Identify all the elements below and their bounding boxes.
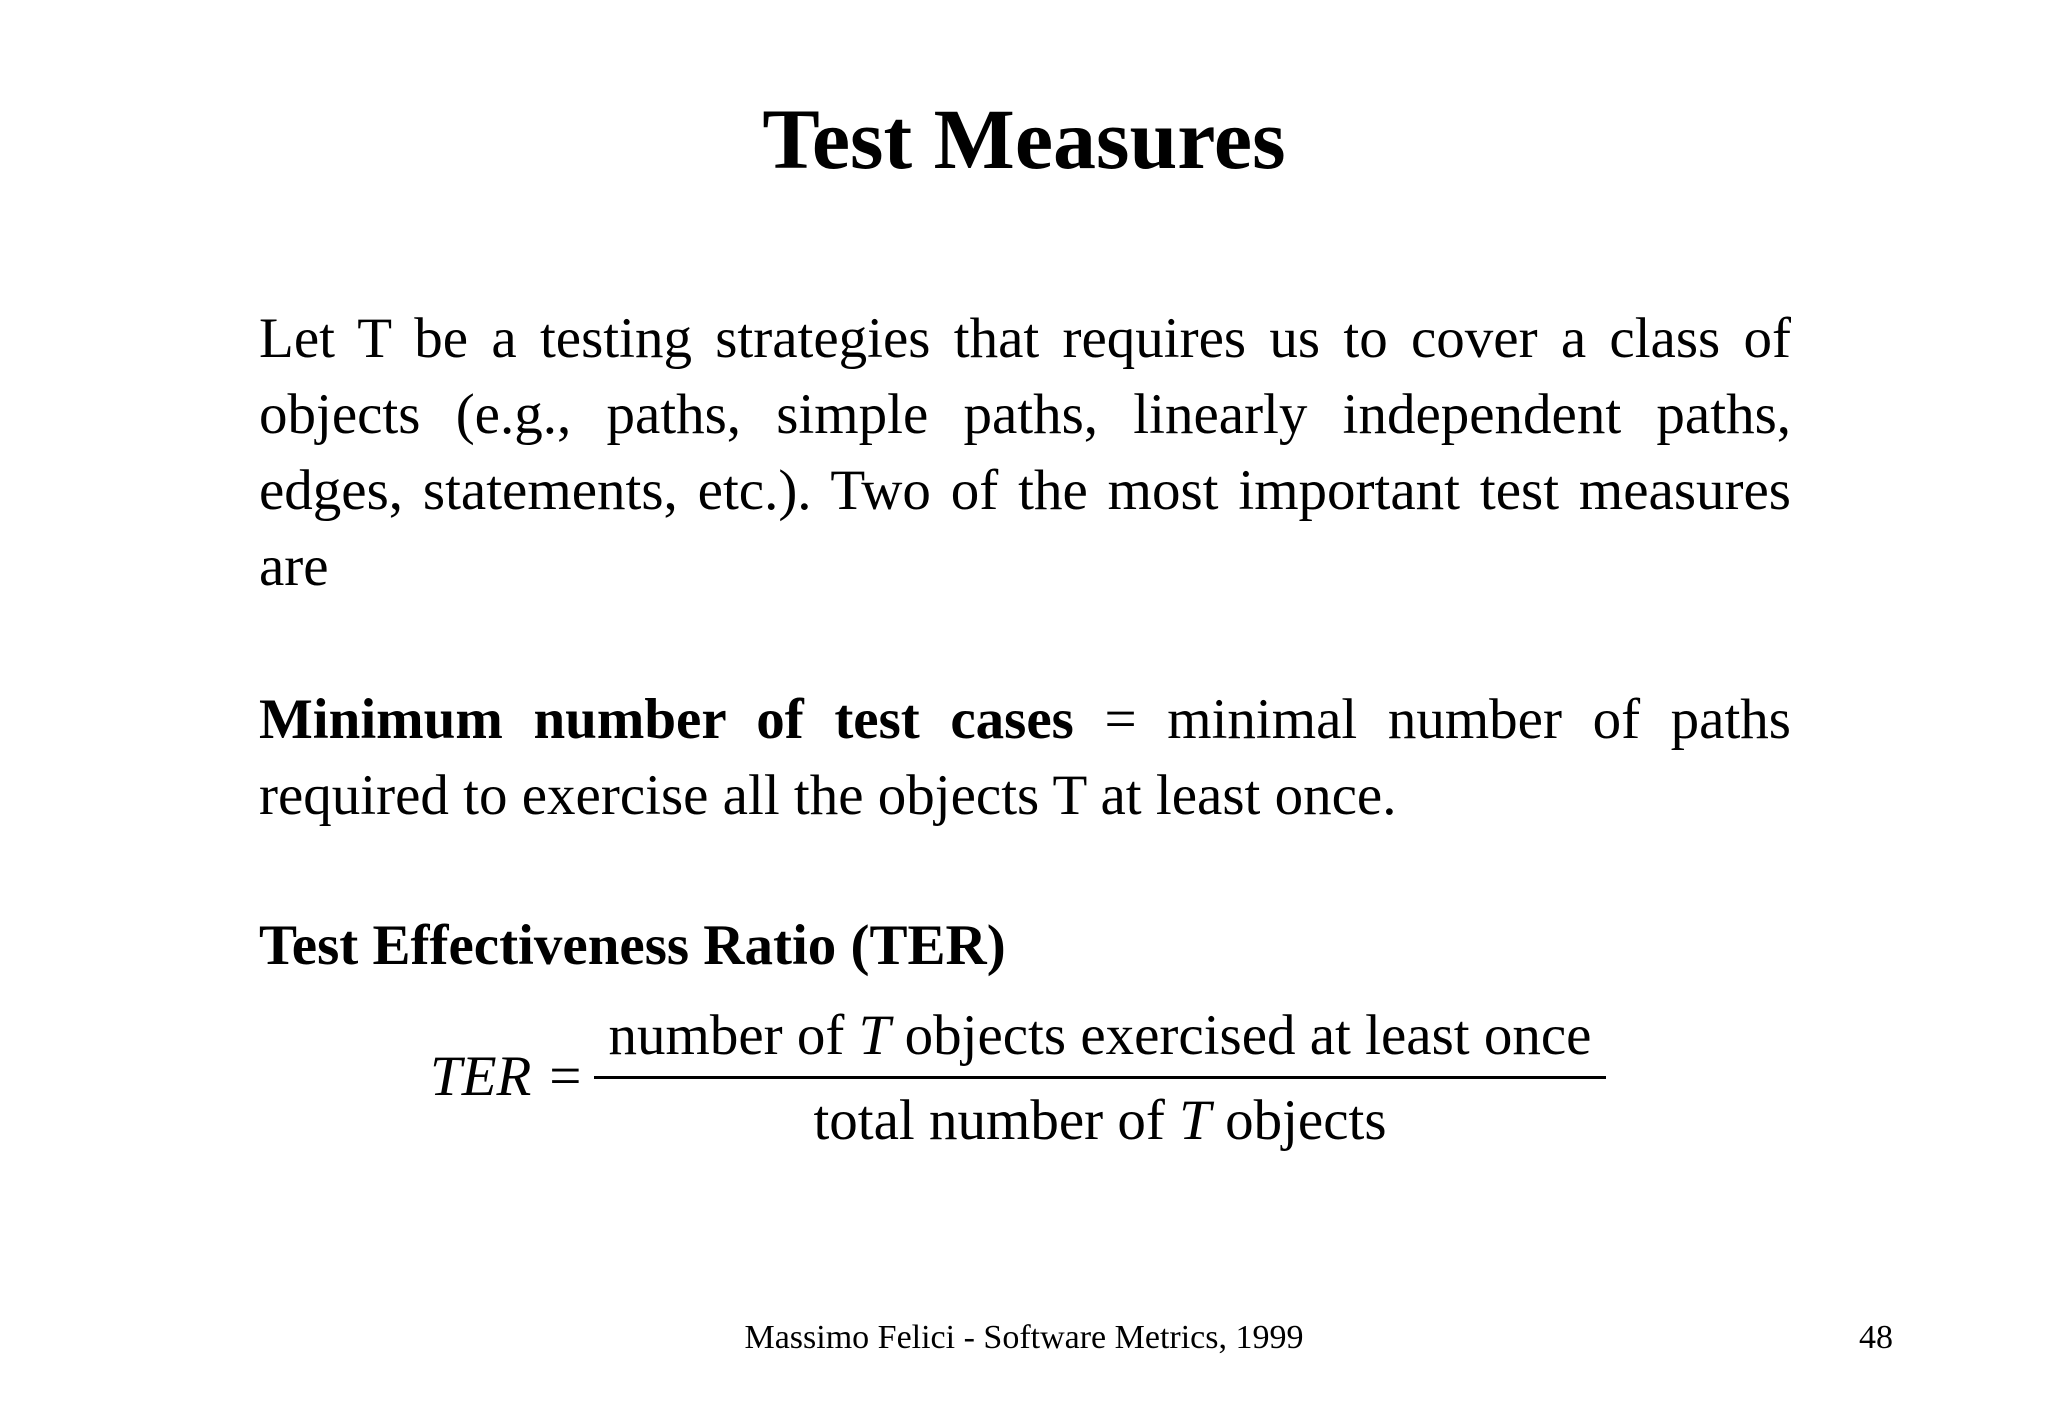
minimum-test-cases-paragraph [259, 682, 1791, 834]
slide-footer: Massimo Felici - Software Metrics, 1999 [744, 1319, 1304, 1356]
minimum-test-cases-term: Minimum number of test cases [259, 688, 1074, 751]
formula-lhs: TER = [430, 1045, 585, 1108]
numerator-text-before: number of [608, 1004, 859, 1067]
fraction-bar [594, 1076, 1606, 1079]
page-number: 48 [1859, 1319, 1893, 1356]
formula-numerator [594, 1000, 1606, 1072]
numerator-text-after: objects exercised at least once [890, 1004, 1592, 1067]
denominator-text-before: total number of [813, 1089, 1180, 1152]
formula-denominator [594, 1085, 1606, 1157]
slide-title: Test Measures [762, 91, 1286, 187]
denominator-variable: T [1179, 1089, 1211, 1152]
formula-fraction [594, 1000, 1606, 1157]
numerator-variable: T [858, 1004, 891, 1067]
intro-paragraph: Let T be a testing strategies that requires us to cover a class of objects (e.g., paths, simple paths, linearly independent paths, edges, statements, etc.). Two of the most important test measures are [259, 307, 1791, 598]
ter-heading: Test Effectiveness Ratio (TER) [259, 914, 1006, 977]
minimum-test-cases-definition: = minimal number of paths required to exercise all the objects T at least once. [259, 688, 1791, 827]
denominator-text-after: objects [1210, 1089, 1387, 1152]
ter-formula [430, 1000, 1610, 1150]
